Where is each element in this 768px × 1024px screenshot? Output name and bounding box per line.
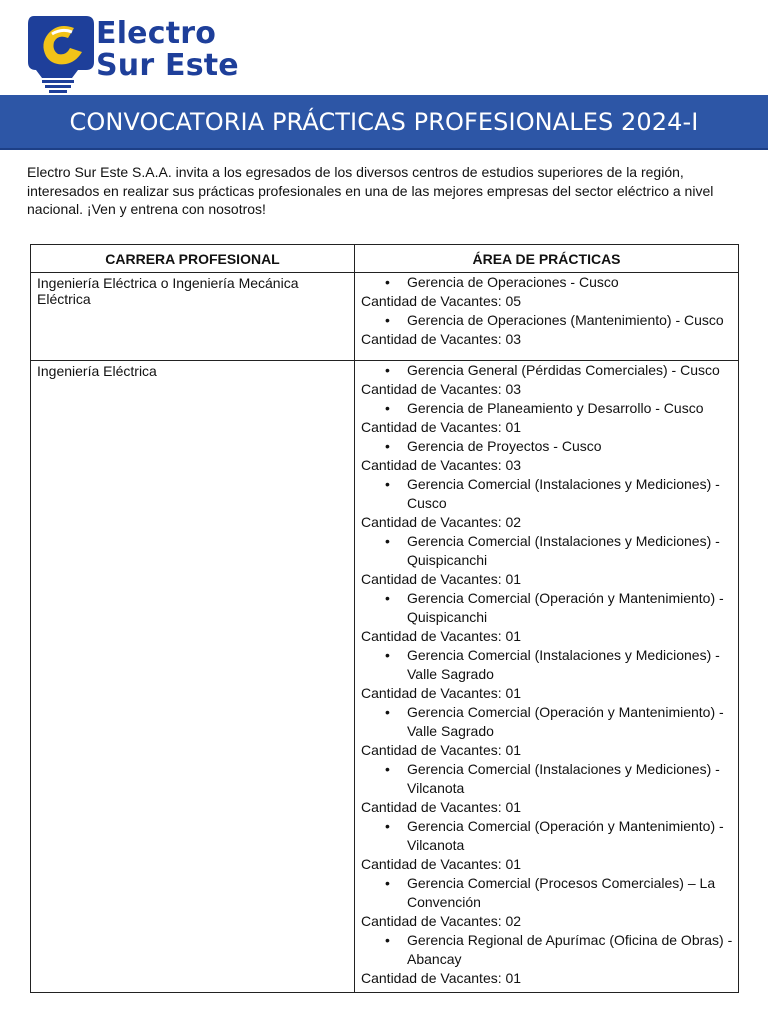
- area-name: Gerencia Comercial (Operación y Mantenimiento) - Quispicanchi: [407, 590, 724, 625]
- area-item: [361, 760, 734, 798]
- bullet-icon: •: [385, 400, 390, 416]
- intro-paragraph: Electro Sur Este S.A.A. invita a los egresados de los diversos centros de estudios superiores de la región, interesados en realizar sus prácticas profesionales en una de las mejores empresas del sector eléctrico a nivel nacional. ¡Ven y entrena con nosotros!: [27, 164, 714, 217]
- bullet-icon: •: [385, 761, 390, 777]
- column-header-area: ÁREA DE PRÁCTICAS: [355, 245, 739, 273]
- area-name: Gerencia de Proyectos - Cusco: [407, 438, 602, 454]
- area-item: [361, 437, 734, 456]
- area-name: Gerencia Comercial (Operación y Mantenimiento) - Valle Sagrado: [407, 704, 724, 739]
- area-item: [361, 273, 734, 292]
- logo-line-1: Electro: [96, 16, 217, 51]
- logo-wordmark: [96, 18, 239, 82]
- area-name: Gerencia Comercial (Instalaciones y Mediciones) - Cusco: [407, 476, 720, 511]
- bullet-icon: •: [385, 818, 390, 834]
- title-banner: [0, 95, 768, 150]
- area-name: Gerencia de Operaciones (Mantenimiento) - Cusco: [407, 312, 724, 328]
- area-item: [361, 931, 734, 969]
- table-row: [31, 361, 739, 993]
- vacancy-count: Cantidad de Vacantes: 05: [361, 293, 522, 309]
- page-title: CONVOCATORIA PRÁCTICAS PROFESIONALES 2024-I: [69, 107, 699, 136]
- vacancy-count: Cantidad de Vacantes: 01: [361, 970, 522, 986]
- table-header-row: [31, 245, 739, 273]
- vacancy-count: Cantidad de Vacantes: 01: [361, 856, 522, 872]
- area-name: Gerencia Comercial (Procesos Comerciales) – La Convención: [407, 875, 716, 910]
- area-name: Gerencia General (Pérdidas Comerciales) - Cusco: [407, 362, 720, 378]
- area-name: Gerencia Comercial (Instalaciones y Mediciones) - Vilcanota: [407, 761, 720, 796]
- area-name: Gerencia de Operaciones - Cusco: [407, 274, 619, 290]
- area-name: Gerencia de Planeamiento y Desarrollo - Cusco: [407, 400, 704, 416]
- area-name: Gerencia Regional de Apurímac (Oficina de Obras) - Abancay: [407, 932, 733, 967]
- bullet-icon: •: [385, 647, 390, 663]
- practicas-table: [30, 244, 739, 993]
- bullet-icon: •: [385, 590, 390, 606]
- area-cell: [355, 361, 739, 993]
- vacancy-count: Cantidad de Vacantes: 01: [361, 685, 522, 701]
- area-item: [361, 532, 734, 570]
- area-name: Gerencia Comercial (Instalaciones y Mediciones) - Quispicanchi: [407, 533, 720, 568]
- vacancy-count: Cantidad de Vacantes: 03: [361, 331, 522, 347]
- vacancy-count: Cantidad de Vacantes: 03: [361, 457, 522, 473]
- area-name: Gerencia Comercial (Operación y Mantenimiento) - Vilcanota: [407, 818, 724, 853]
- area-item: [361, 817, 734, 855]
- vacancy-count: Cantidad de Vacantes: 01: [361, 799, 522, 815]
- bullet-icon: •: [385, 875, 390, 891]
- bullet-icon: •: [385, 704, 390, 720]
- area-name: Gerencia Comercial (Instalaciones y Mediciones) - Valle Sagrado: [407, 647, 720, 682]
- bullet-icon: •: [385, 932, 390, 948]
- vacancy-count: Cantidad de Vacantes: 03: [361, 381, 522, 397]
- area-item: [361, 475, 734, 513]
- area-item: [361, 399, 734, 418]
- area-item: [361, 311, 734, 330]
- vacancy-count: Cantidad de Vacantes: 01: [361, 571, 522, 587]
- bullet-icon: •: [385, 274, 390, 290]
- bullet-icon: •: [385, 312, 390, 328]
- carrera-cell: Ingeniería Eléctrica o Ingeniería Mecánica Eléctrica: [31, 273, 355, 361]
- column-header-carrera: CARRERA PROFESIONAL: [31, 245, 355, 273]
- area-item: [361, 361, 734, 380]
- bullet-icon: •: [385, 362, 390, 378]
- vacancy-count: Cantidad de Vacantes: 01: [361, 628, 522, 644]
- carrera-cell: Ingeniería Eléctrica: [31, 361, 355, 993]
- vacancy-count: Cantidad de Vacantes: 01: [361, 742, 522, 758]
- table-row: [31, 273, 739, 361]
- area-item: [361, 646, 734, 684]
- vacancy-count: Cantidad de Vacantes: 02: [361, 514, 522, 530]
- bullet-icon: •: [385, 438, 390, 454]
- area-item: [361, 589, 734, 627]
- bullet-icon: •: [385, 476, 390, 492]
- vacancy-count: Cantidad de Vacantes: 01: [361, 419, 522, 435]
- logo-line-2: Sur Este: [96, 48, 239, 83]
- area-item: [361, 703, 734, 741]
- vacancy-count: Cantidad de Vacantes: 02: [361, 913, 522, 929]
- bullet-icon: •: [385, 533, 390, 549]
- area-item: [361, 874, 734, 912]
- area-cell: [355, 273, 739, 361]
